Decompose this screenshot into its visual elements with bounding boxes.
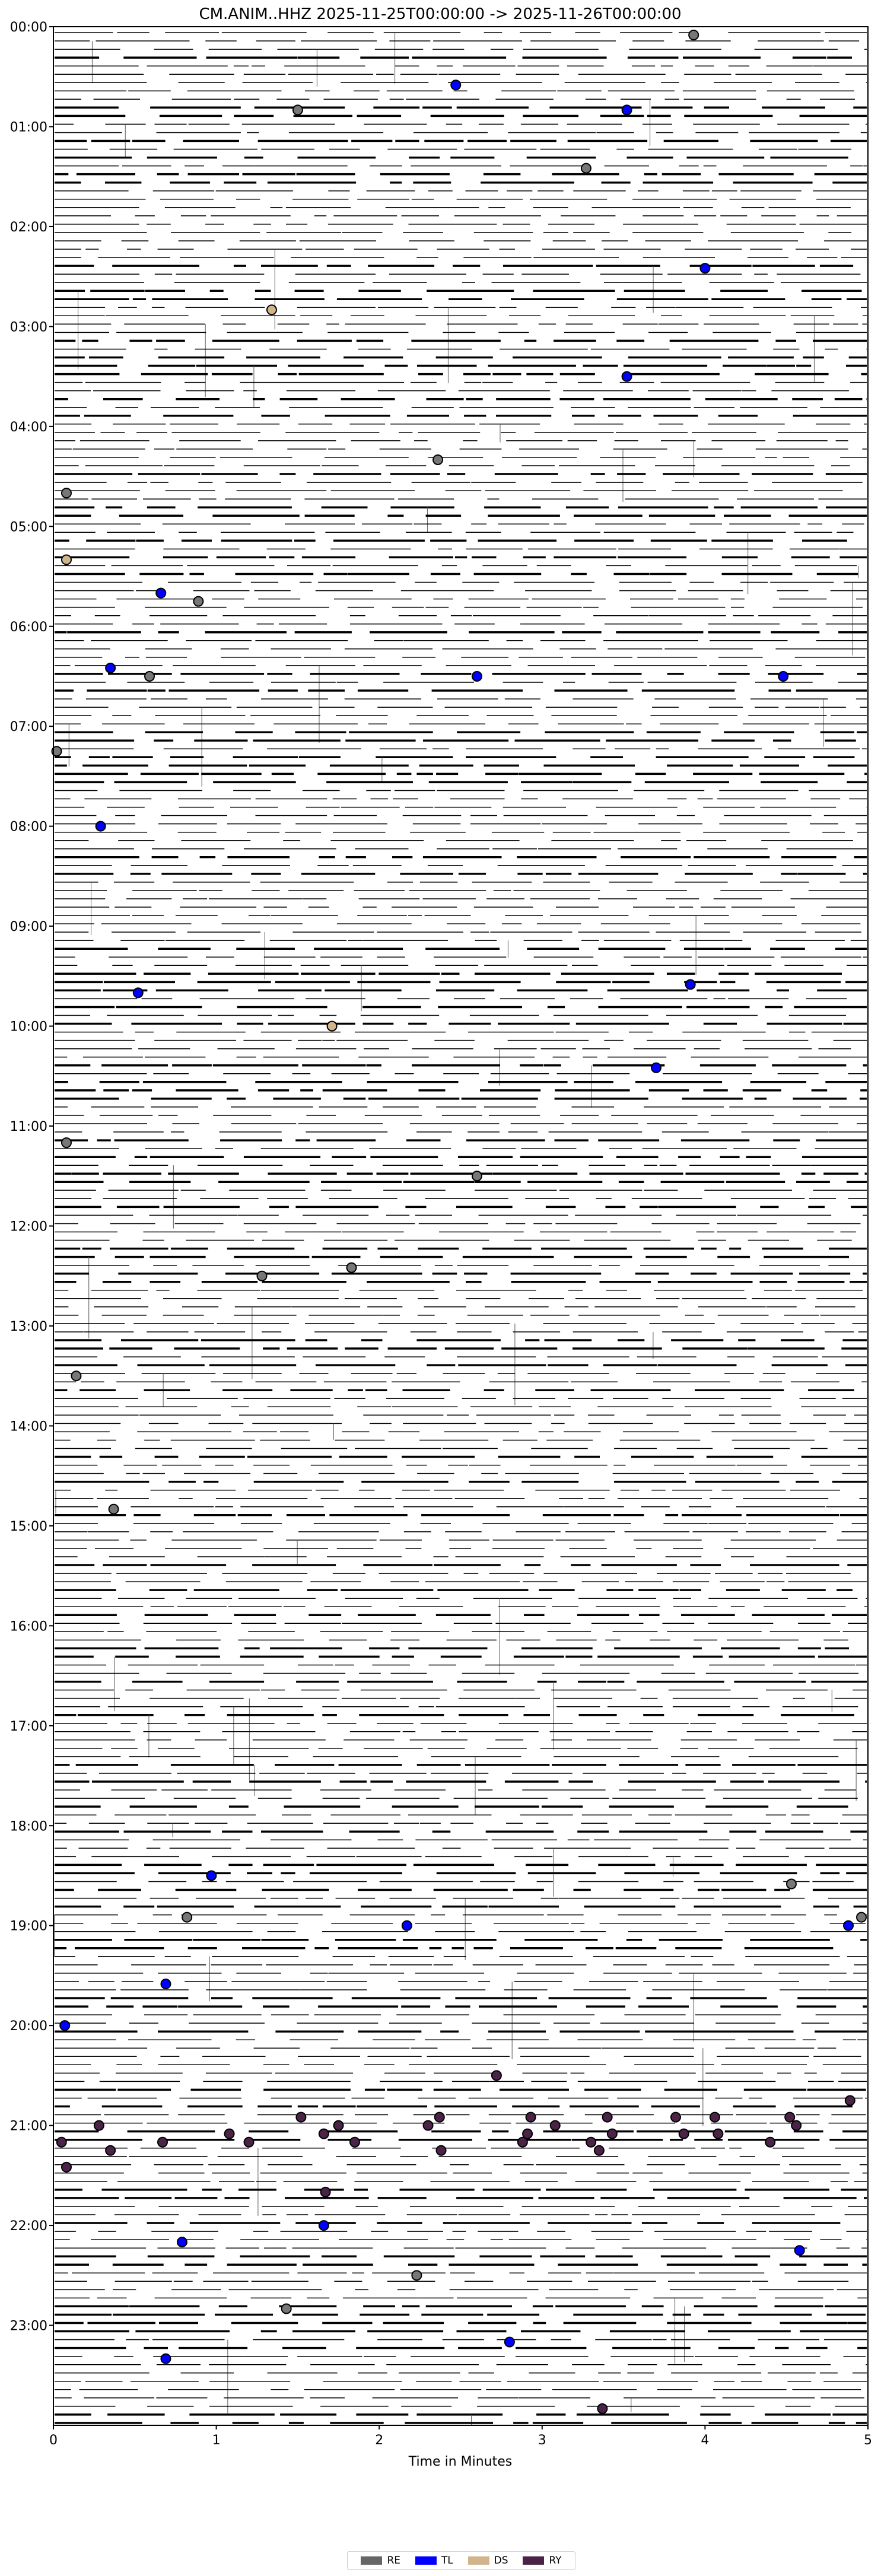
chart-title: CM.ANIM..HHZ 2025-11-25T00:00:00 -> 2025-11-26T00:00:00 (199, 5, 682, 23)
event-marker-tl (844, 1921, 853, 1931)
event-marker-re (257, 1271, 266, 1281)
legend-item-ds (468, 2555, 508, 2567)
y-tick-label: 07:00 (9, 720, 47, 735)
event-marker-tl (106, 663, 115, 673)
event-marker-re (787, 1879, 796, 1889)
event-marker-tl (161, 2354, 170, 2364)
trace-row (55, 757, 854, 783)
event-marker-re (282, 2304, 291, 2313)
event-marker-re (109, 1505, 119, 1514)
event-marker-tl (622, 105, 632, 115)
trace-row (55, 1332, 867, 1359)
event-marker-tl (700, 263, 710, 273)
event-marker-re (193, 597, 203, 606)
y-tick-label: 13:00 (9, 1319, 47, 1334)
trace-row (55, 1598, 867, 1675)
event-marker-ry (526, 2113, 536, 2122)
event-marker-ry (334, 2121, 344, 2130)
event-marker-ry (845, 2096, 855, 2106)
trace-row (55, 1982, 867, 2059)
trace-row (55, 1490, 840, 1514)
event-marker-ry (350, 2138, 360, 2147)
event-marker-re (293, 105, 303, 115)
event-marker-tl (319, 2221, 329, 2230)
x-axis-label: Time in Minutes (408, 2454, 513, 2469)
trace-row (55, 915, 867, 975)
event-marker-ry (244, 2138, 254, 2147)
y-tick-label: 22:00 (9, 2219, 47, 2234)
y-tick-label: 23:00 (9, 2319, 47, 2334)
trace-row (55, 324, 867, 397)
event-marker-ry (435, 2113, 444, 2122)
y-tick-label: 02:00 (9, 220, 47, 235)
event-marker-re (347, 1263, 357, 1273)
y-tick-label: 03:00 (9, 320, 47, 335)
trace-row (55, 1165, 867, 1229)
y-tick-label: 09:00 (9, 920, 47, 935)
event-marker-ry (225, 2129, 234, 2139)
trace-row (55, 1715, 854, 1758)
x-tick-label: 2 (375, 2433, 384, 2448)
event-marker-tl (156, 589, 166, 598)
y-tick-label: 10:00 (9, 1019, 47, 1035)
event-marker-ry (319, 2129, 329, 2139)
trace-row (55, 2398, 864, 2412)
y-tick-label: 06:00 (9, 619, 47, 635)
legend-swatch-ds (468, 2556, 489, 2565)
y-tick-label: 21:00 (9, 2119, 47, 2134)
trace-row (55, 41, 859, 82)
legend-swatch-ry (523, 2556, 544, 2565)
legend-label-ds: DS (494, 2555, 508, 2567)
x-axis (49, 2425, 872, 2448)
event-marker-ry (296, 2113, 306, 2122)
y-axis (10, 20, 53, 2334)
legend-label-re: RE (387, 2555, 400, 2567)
event-marker-tl (177, 2237, 187, 2247)
y-tick-label: 19:00 (9, 1919, 47, 1934)
trace-row (55, 99, 855, 146)
event-marker-ry (586, 2138, 596, 2147)
event-marker-tl (472, 672, 482, 681)
legend (347, 2551, 575, 2570)
legend-swatch-tl (415, 2556, 437, 2565)
x-tick-label: 3 (537, 2433, 546, 2448)
y-tick-label: 05:00 (9, 520, 47, 535)
trace-row (55, 583, 867, 656)
event-marker-ry (765, 2138, 775, 2147)
event-marker-tl (686, 979, 695, 989)
legend-label-ry: RY (549, 2555, 562, 2567)
event-marker-re (62, 1138, 71, 1147)
trace-row (55, 1690, 867, 1713)
trace-row (55, 249, 867, 329)
legend-item-re (361, 2555, 400, 2567)
y-tick-label: 17:00 (9, 1719, 47, 1734)
trace-row (55, 1540, 867, 1564)
event-marker-tl (622, 372, 632, 381)
event-marker-tl (778, 672, 788, 681)
event-marker-tl (505, 2338, 514, 2347)
event-marker-re (433, 455, 443, 465)
trace-row (55, 2340, 867, 2413)
y-tick-label: 01:00 (9, 120, 47, 135)
event-marker-ds (62, 555, 71, 564)
event-marker-re (581, 164, 591, 173)
plot-frame (53, 27, 868, 2425)
seismic-traces (55, 33, 867, 2425)
event-marker-ry (679, 2129, 689, 2139)
event-marker-ry (710, 2113, 720, 2122)
y-tick-label: 04:00 (9, 419, 47, 435)
event-marker-tl (206, 1871, 216, 1880)
event-marker-ry (597, 2404, 607, 2413)
trace-row (55, 965, 867, 1011)
trace-row (55, 724, 867, 767)
event-marker-re (412, 2270, 421, 2280)
y-tick-label: 18:00 (9, 1819, 47, 1834)
x-tick-label: 0 (49, 2433, 58, 2448)
trace-row (55, 49, 867, 87)
event-marker-ds (327, 1022, 337, 1031)
event-marker-ry (106, 2146, 115, 2155)
event-markers (52, 30, 866, 2413)
trace-row (55, 507, 867, 532)
trace-row (55, 266, 853, 313)
event-marker-tl (161, 1979, 170, 1989)
event-marker-ry (492, 2071, 501, 2080)
trace-row (55, 424, 867, 443)
event-marker-ry (551, 2121, 560, 2130)
event-marker-ds (267, 305, 276, 314)
event-marker-ry (62, 2162, 71, 2172)
event-marker-tl (451, 80, 460, 90)
event-marker-tl (133, 988, 143, 997)
y-tick-label: 20:00 (9, 2019, 47, 2034)
event-marker-ry (594, 2146, 604, 2155)
legend-label-tl: TL (441, 2555, 453, 2567)
y-tick-label: 16:00 (9, 1619, 47, 1634)
event-marker-re (857, 1913, 866, 1922)
event-marker-ry (603, 2113, 612, 2122)
event-marker-tl (402, 1921, 412, 1931)
event-marker-ry (158, 2138, 167, 2147)
event-marker-re (145, 672, 154, 681)
x-tick-label: 1 (212, 2433, 221, 2448)
event-marker-re (71, 1371, 81, 1381)
trace-row (55, 1066, 867, 1108)
trace-row (55, 1049, 851, 1086)
trace-row (55, 2148, 867, 2216)
y-tick-label: 11:00 (9, 1120, 47, 1135)
trace-row (55, 366, 867, 408)
trace-row (55, 1957, 867, 2001)
trace-row (55, 441, 848, 478)
event-marker-ry (424, 2121, 433, 2130)
event-marker-re (689, 30, 698, 40)
trace-row (55, 1765, 867, 1796)
legend-swatch-re (361, 2556, 382, 2565)
y-tick-label: 08:00 (9, 819, 47, 835)
x-tick-label: 4 (701, 2433, 710, 2448)
trace-row (55, 565, 858, 578)
event-marker-re (62, 488, 71, 498)
event-marker-ry (785, 2113, 794, 2122)
trace-row (55, 307, 867, 383)
event-marker-tl (651, 1063, 661, 1073)
event-marker-re (182, 1913, 192, 1922)
event-marker-ry (523, 2129, 532, 2139)
event-marker-ry (608, 2129, 617, 2139)
event-marker-ry (791, 2121, 801, 2130)
trace-row (55, 1823, 867, 1837)
legend-item-ry (523, 2555, 561, 2567)
y-tick-label: 15:00 (9, 1519, 47, 1534)
y-tick-label: 12:00 (9, 1219, 47, 1235)
y-tick-label: 00:00 (9, 20, 47, 35)
event-marker-tl (96, 822, 106, 831)
trace-row (55, 932, 861, 979)
event-marker-ry (437, 2146, 446, 2155)
y-tick-label: 14:00 (9, 1419, 47, 1435)
trace-row (55, 1740, 867, 1801)
event-marker-ry (671, 2113, 680, 2122)
trace-row (55, 1699, 867, 1780)
event-marker-tl (795, 2246, 804, 2255)
trace-row (55, 1257, 849, 1338)
trace-row (55, 1915, 867, 1957)
event-marker-ry (713, 2129, 723, 2139)
trace-row (55, 1307, 855, 1379)
event-marker-ry (321, 2187, 330, 2197)
event-marker-tl (60, 2021, 69, 2030)
x-tick-label: 5 (864, 2433, 872, 2448)
event-marker-ry (94, 2121, 104, 2130)
legend-item-tl (415, 2555, 453, 2567)
event-marker-re (472, 1171, 482, 1181)
event-marker-ry (57, 2138, 66, 2147)
